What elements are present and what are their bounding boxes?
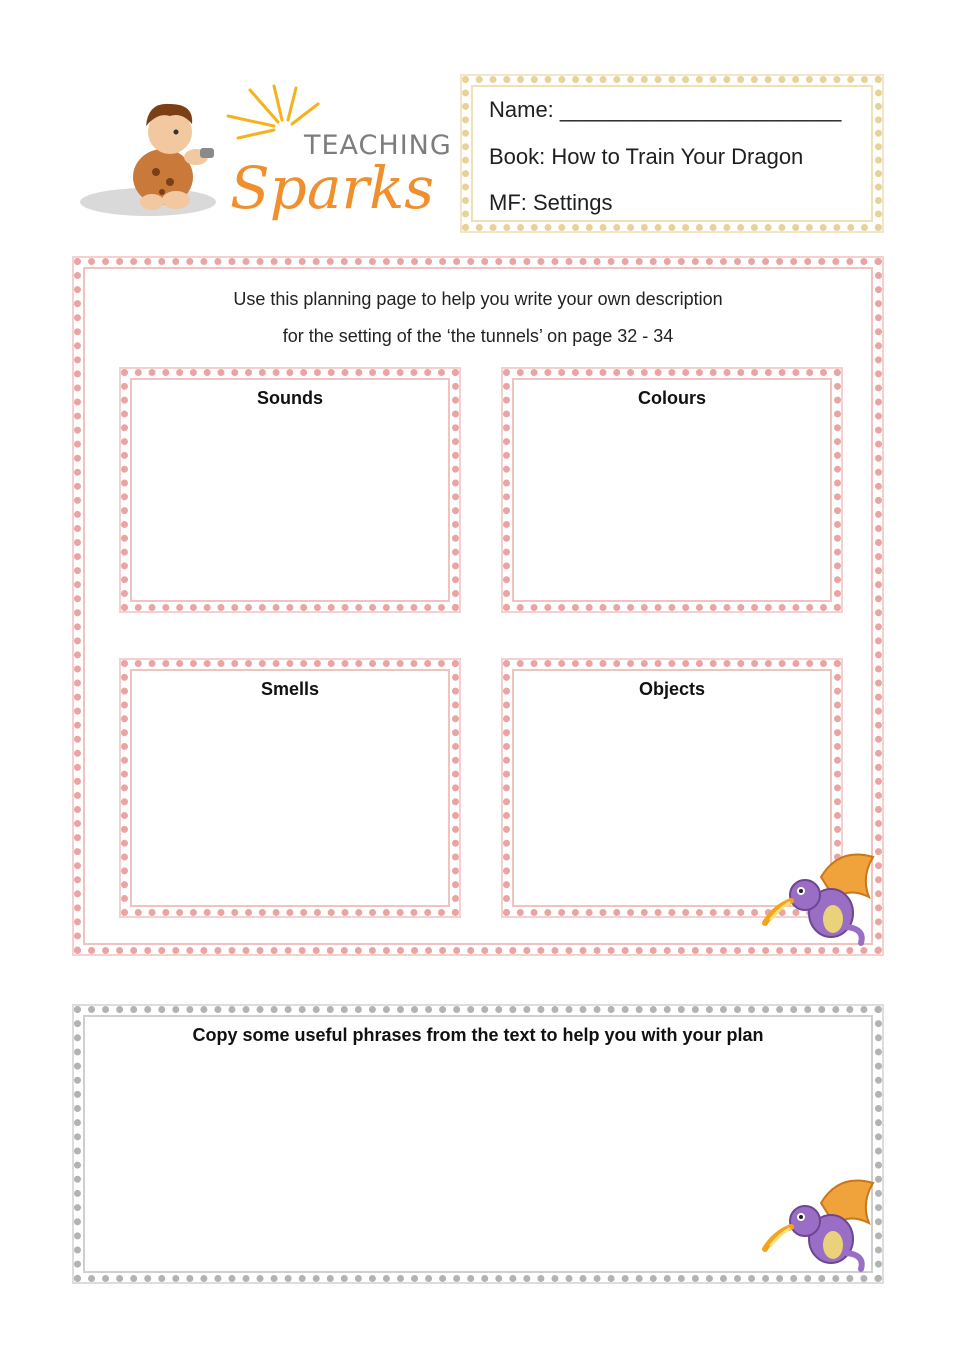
dragon-icon bbox=[761, 1173, 876, 1273]
objects-box-title: Objects bbox=[638, 679, 706, 699]
colours-box[interactable] bbox=[503, 369, 841, 611]
teaching-sparks-logo bbox=[78, 82, 450, 227]
sounds-box[interactable] bbox=[121, 369, 459, 611]
sounds-box-title: Sounds bbox=[257, 388, 323, 408]
smells-box-title: Smells bbox=[260, 679, 320, 699]
dragon-icon bbox=[761, 847, 876, 947]
caveman-logo-graphic bbox=[78, 82, 450, 227]
logo-sparks-text: Sparks bbox=[230, 154, 435, 222]
planning-section bbox=[74, 258, 882, 954]
intro-text-line1: Use this planning page to help you write your own description bbox=[233, 289, 723, 309]
mf-line: MF: Settings bbox=[489, 190, 613, 215]
name-field-label[interactable]: Name: _______________________ bbox=[489, 97, 842, 122]
phrases-title: Copy some useful phrases from the text to help you with your plan bbox=[192, 1025, 764, 1045]
intro-text-line2: for the setting of the ‘the tunnels’ on page 32 - 34 bbox=[282, 326, 674, 346]
phrases-section[interactable] bbox=[74, 1006, 882, 1282]
smells-box[interactable] bbox=[121, 660, 459, 916]
logo-teaching-text: TEACHING bbox=[304, 130, 450, 161]
book-title-line: Book: How to Train Your Dragon bbox=[489, 144, 804, 169]
student-info-box bbox=[462, 76, 882, 231]
colours-box-title: Colours bbox=[637, 388, 706, 408]
